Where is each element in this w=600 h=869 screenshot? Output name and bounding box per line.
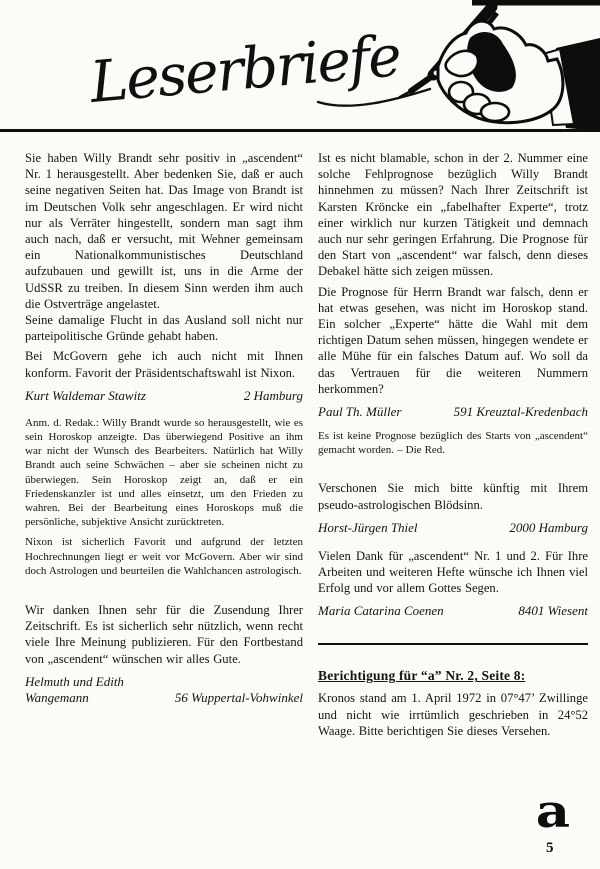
title-script — [86, 23, 430, 116]
page-header — [0, 0, 600, 131]
signature-row — [318, 404, 588, 420]
signature-name: Maria Catarina Coenen — [318, 603, 444, 619]
signature-name: Helmuth und Edith — [25, 673, 124, 689]
letter-paragraph: Ist es nicht blamable, schon in der 2. Nummer eine solche Fehlprognose bezüglich Willy Brandt hinnehmen zu müssen? Nach Ihrer Zeitschrift ist Karsten Kröncke ein „fabelhafter Experte“, trotz einer wirklich nur kurzen Tätigkeit und demnach auch nur sehr geringen Erfahrung. Die Prognose für den Start von „ascendent“ war falsch, denn dieses Debakel hätte sich zeigen müssen. — [318, 151, 588, 279]
signature-name: Kurt Waldemar Stawitz — [25, 387, 146, 403]
correction-body: Kronos stand am 1. April 1972 in 07°47’ Zwillinge und nicht wie irrtümlich geschrieben in 24°52 Waage. Bitte berichtigen Sie dieses Versehen. — [318, 691, 588, 738]
signature-place: 56 Wuppertal-Vohwinkel — [174, 690, 303, 706]
signature-row — [318, 603, 588, 619]
signature-name: Paul Th. Müller — [318, 404, 402, 420]
column-left — [25, 150, 303, 707]
letter-paragraph: Verschonen Sie mich bitte künftig mit Ihrem pseudo-astrologischen Blödsinn. — [318, 481, 588, 512]
letter-paragraph: Bei McGovern gehe ich auch nicht mit Ihnen konform. Favorit der Präsidentschaftswahl ist Nixon. — [25, 349, 303, 380]
editor-reply: Es ist keine Prognose bezüglich des Starts von „ascendent“ gemacht worden. – Die Red. — [318, 430, 588, 457]
letter-paragraph: Sie haben Willy Brandt sehr positiv in „ascendent“ Nr. 1 herausgestellt. Aber bedenken Sie, daß er auch seine negativen Seiten hat. Das Image von Brandt ist im Deutschen Volk sehr angeschlagen. Er wird nicht nur als Verräter hingestellt, sondern man sagt ihm auch nach, daß er versucht, mit Wehner gemeinsam ein Nationalkommunistisches Deutschland aufzubauen und gewillt ist, uns in die Arme der UdSSR zu treiben. In diesem Sinn werden ihm auch die Ostverträge angelastet. — [25, 151, 303, 311]
editor-note-paragraph: Nixon ist sicherlich Favorit und aufgrund der letzten Hochrechnungen liegt er weit vor McGovern. Aber wir sind doch Astrologen und beurteilen die Wahlchancen astrologisch. — [25, 536, 303, 577]
signature-place: 2 Hamburg — [243, 387, 303, 403]
magazine-logo-a: a — [535, 784, 571, 838]
letter-paragraph: Die Prognose für Herrn Brandt war falsch, denn er hat etwas gesehen, was nicht im Horoskop stand. Ein solcher „Experte“ hätte die Wahl mit dem richtigen Datum sehen müssen, hingegen wendete er alle Mühe für ein falsches Datum auf. Wo soll da das Vertrauen für die weiteren Nummern herkommen? — [318, 284, 588, 396]
column-right — [318, 150, 588, 739]
signature-place: 591 Kreuztal-Kredenbach — [453, 404, 588, 420]
signature-row — [25, 674, 303, 707]
page-number: 5 — [546, 840, 554, 856]
signature-row — [318, 520, 588, 536]
signature-row — [25, 388, 303, 404]
hand-writing-illustration — [0, 0, 600, 131]
signature-place: 8401 Wiesent — [518, 603, 588, 619]
signature-name: Horst-Jürgen Thiel — [318, 519, 418, 535]
letter-paragraph: Wir danken Ihnen sehr für die Zusendung Ihrer Zeitschrift. Es ist sicherlich sehr nützlich, wenn recht viele Ihre Meinung publizieren. Für den Fortbestand von „ascendent“ wünschen wir alles Gute. — [25, 603, 303, 666]
letter-paragraph: Seine damalige Flucht in das Ausland soll nicht nur parteipolitische Gründe gehabt haben. — [25, 313, 303, 344]
letter-paragraph: Vielen Dank für „ascendent“ Nr. 1 und 2. Für Ihre Arbeiten und weiteren Hefte wünsche ich Ihnen viel Erfolg und vor allem Gottes Segen. — [318, 548, 588, 596]
signature-name: Wangemann — [25, 690, 89, 706]
signature-place: 2000 Hamburg — [509, 519, 588, 535]
editor-note-paragraph: Anm. d. Redak.: Willy Brandt wurde so herausgestellt, wie es sein Horoskop anzeigte. Das überwiegend Positive an ihm war nicht der Wunsch des Bearbeiters. Natürlich hat Willy Brandt auch seine Schwächen – aber sie scheinen nicht zu überwiegen. Sein Horoskop zeigt an, daß er ein Friedenskanzler ist und alles einsetzt, um den Frieden zu wahren. Bei der Bearbeitung eines Horoskops muß die persönliche, subjektive Ansicht zurücktreten. — [25, 416, 303, 529]
page-title: Leserbriefe — [87, 23, 403, 116]
correction-divider-rule — [318, 643, 588, 645]
header-divider-rule — [0, 129, 600, 132]
hand — [438, 21, 563, 123]
correction-heading: Berichtigung für “a” Nr. 2, Seite 8: — [318, 668, 526, 684]
